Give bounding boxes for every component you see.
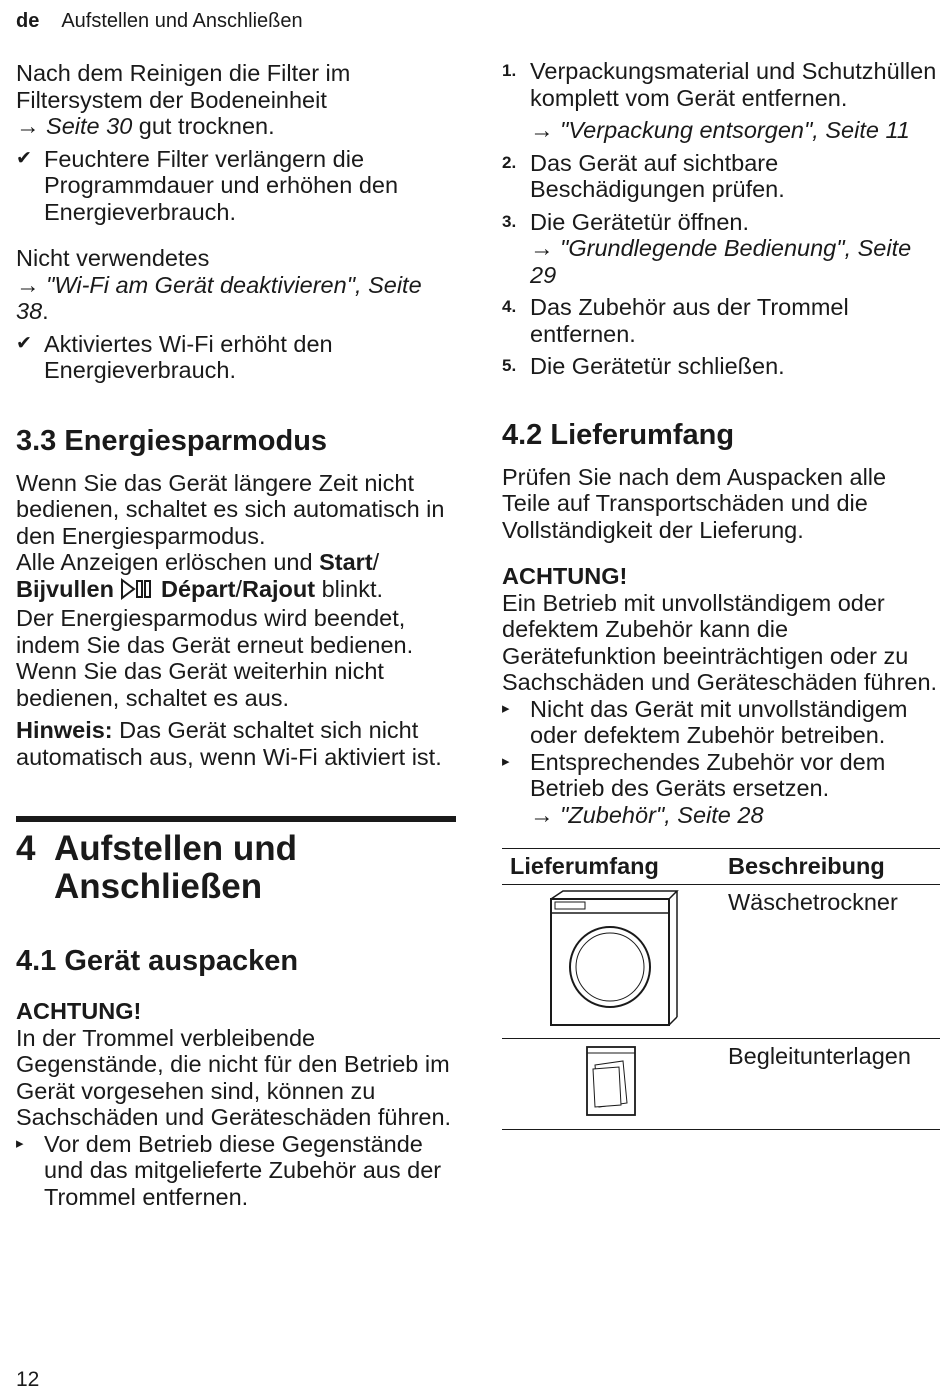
- triangle-bullet-icon: ▸: [16, 1134, 24, 1152]
- dryer-icon: [502, 884, 720, 1039]
- depart-button-label: Départ: [161, 575, 236, 602]
- step-item: 1. Verpackungsmaterial und Schutzhüllen komplett vom Gerät entfernen.: [502, 58, 937, 111]
- right-column: [502, 58, 940, 1130]
- paragraph: Wenn Sie das Gerät längere Zeit nicht bedienen, schaltet es sich automatisch in den Energiesparmodus.: [16, 469, 445, 549]
- step-item: 4. Das Zubehör aus der Trommel entfernen.: [502, 294, 849, 347]
- step-item: 5. Die Gerätetür schließen.: [502, 353, 785, 379]
- arrow-icon: →: [16, 271, 40, 298]
- paragraph: Wenn Sie das Gerät weiterhin nicht bedienen, schaltet es aus.: [16, 658, 384, 711]
- arrow-icon: →: [530, 117, 554, 143]
- triangle-bullet-icon: ▸: [502, 752, 510, 770]
- table-row: [502, 884, 940, 1039]
- section-heading: 4.1 Gerät auspacken: [16, 945, 299, 977]
- bijvullen-button-label: Bijvullen: [16, 575, 114, 602]
- chapter-heading: 4 Aufstellen und Anschließen: [16, 829, 298, 906]
- step-reference: [530, 235, 940, 288]
- table-row: [502, 1039, 940, 1130]
- page-link[interactable]: "Verpackung entsorgen", Seite 11: [560, 117, 910, 143]
- warning-label: ACHTUNG!: [502, 563, 628, 589]
- paragraph: Alle Anzeigen erlöschen und Start/ Bijvullen Départ/Rajout blinkt.: [16, 549, 456, 605]
- paragraph: Prüfen Sie nach dem Auspacken alle Teile auf Transportschäden und die Vollständigkeit der Lieferung.: [502, 463, 887, 543]
- list-item: ▸ Vor dem Betrieb diese Gegenstände und das mitgelieferte Zubehör aus der Trommel entfernen.: [16, 1130, 442, 1210]
- page-link[interactable]: "Zubehör", Seite 28: [560, 801, 764, 828]
- triangle-bullet-icon: ▸: [502, 699, 510, 717]
- filter-paragraph: Nach dem Reinigen die Filter im Filtersystem der Bodeneinheit → Seite 30 gut trocknen.: [16, 60, 351, 139]
- section-heading: 4.2 Lieferumfang: [502, 418, 735, 451]
- step-reference: [530, 117, 940, 144]
- wifi-paragraph: Nicht verwendetes → "Wi-Fi am Gerät deaktivieren", Seite 38.: [16, 245, 422, 324]
- paragraph: Ein Betrieb mit unvollständigem oder defektem Zubehör kann die Gerätefunktion beeinträchtigen oder zu Sachschäden und Geräteschäden führen.: [502, 589, 938, 695]
- column-header: Lieferumfang: [502, 849, 720, 885]
- header-title: Aufstellen und Anschließen: [61, 10, 303, 32]
- rajout-button-label: Rajout: [241, 575, 316, 602]
- paragraph: Der Energiesparmodus wird beendet, indem Sie das Gerät erneut bedienen.: [16, 605, 414, 658]
- note-label: Hinweis:: [16, 717, 113, 743]
- arrow-icon: →: [530, 235, 554, 261]
- section-heading: 3.3 Energiesparmodus: [16, 424, 328, 457]
- paragraph: In der Trommel verbleibende Gegenstände, die nicht für den Betrieb im Gerät vorgesehen sind, können zu Sachschäden und Geräteschäden führen.: [16, 1024, 452, 1130]
- arrow-icon: →: [530, 801, 554, 828]
- page-link[interactable]: Seite 30: [46, 113, 133, 139]
- language-code: de: [16, 10, 40, 32]
- start-button-label: Start: [319, 549, 373, 575]
- warning-label: ACHTUNG!: [16, 998, 142, 1024]
- chapter-divider: [16, 816, 456, 822]
- page-number: 12: [16, 1368, 40, 1391]
- delivery-table: [502, 848, 940, 1130]
- step-item: 3. Die Gerätetür öffnen.: [502, 208, 750, 235]
- description-cell: Begleitunterlagen: [720, 1039, 940, 1130]
- list-item: ▸ Entsprechendes Zubehör vor dem Betrieb des Geräts ersetzen.: [502, 748, 886, 801]
- arrow-icon: →: [16, 113, 40, 139]
- page-link[interactable]: "Wi-Fi am Gerät deaktivieren", Seite 38: [16, 271, 422, 324]
- table-header-row: [502, 849, 940, 885]
- list-item: ▸ Nicht das Gerät mit unvollständigem oder defektem Zubehör betreiben.: [502, 695, 908, 748]
- check-icon: ✔: [16, 147, 32, 169]
- step-item: 2. Das Gerät auf sichtbare Beschädigungen prüfen.: [502, 149, 785, 202]
- reference: [530, 802, 940, 829]
- left-column: [16, 60, 456, 1210]
- result-item: ✔ Feuchtere Filter verlängern die Programmdauer und erhöhen den Energieverbrauch.: [16, 145, 399, 225]
- column-header: Beschreibung: [720, 849, 940, 885]
- page-header: [16, 8, 303, 34]
- page-link[interactable]: "Grundlegende Bedienung", Seite 29: [530, 235, 912, 288]
- start-pause-icon: [120, 578, 154, 606]
- note: Hinweis: Das Gerät schaltet sich nicht automatisch aus, wenn Wi-Fi aktiviert ist.: [16, 717, 442, 770]
- result-item: ✔ Aktiviertes Wi-Fi erhöht den Energieverbrauch.: [16, 330, 333, 383]
- check-icon: ✔: [16, 332, 32, 354]
- documents-icon: [502, 1039, 720, 1130]
- description-cell: Wäschetrockner: [720, 884, 940, 1039]
